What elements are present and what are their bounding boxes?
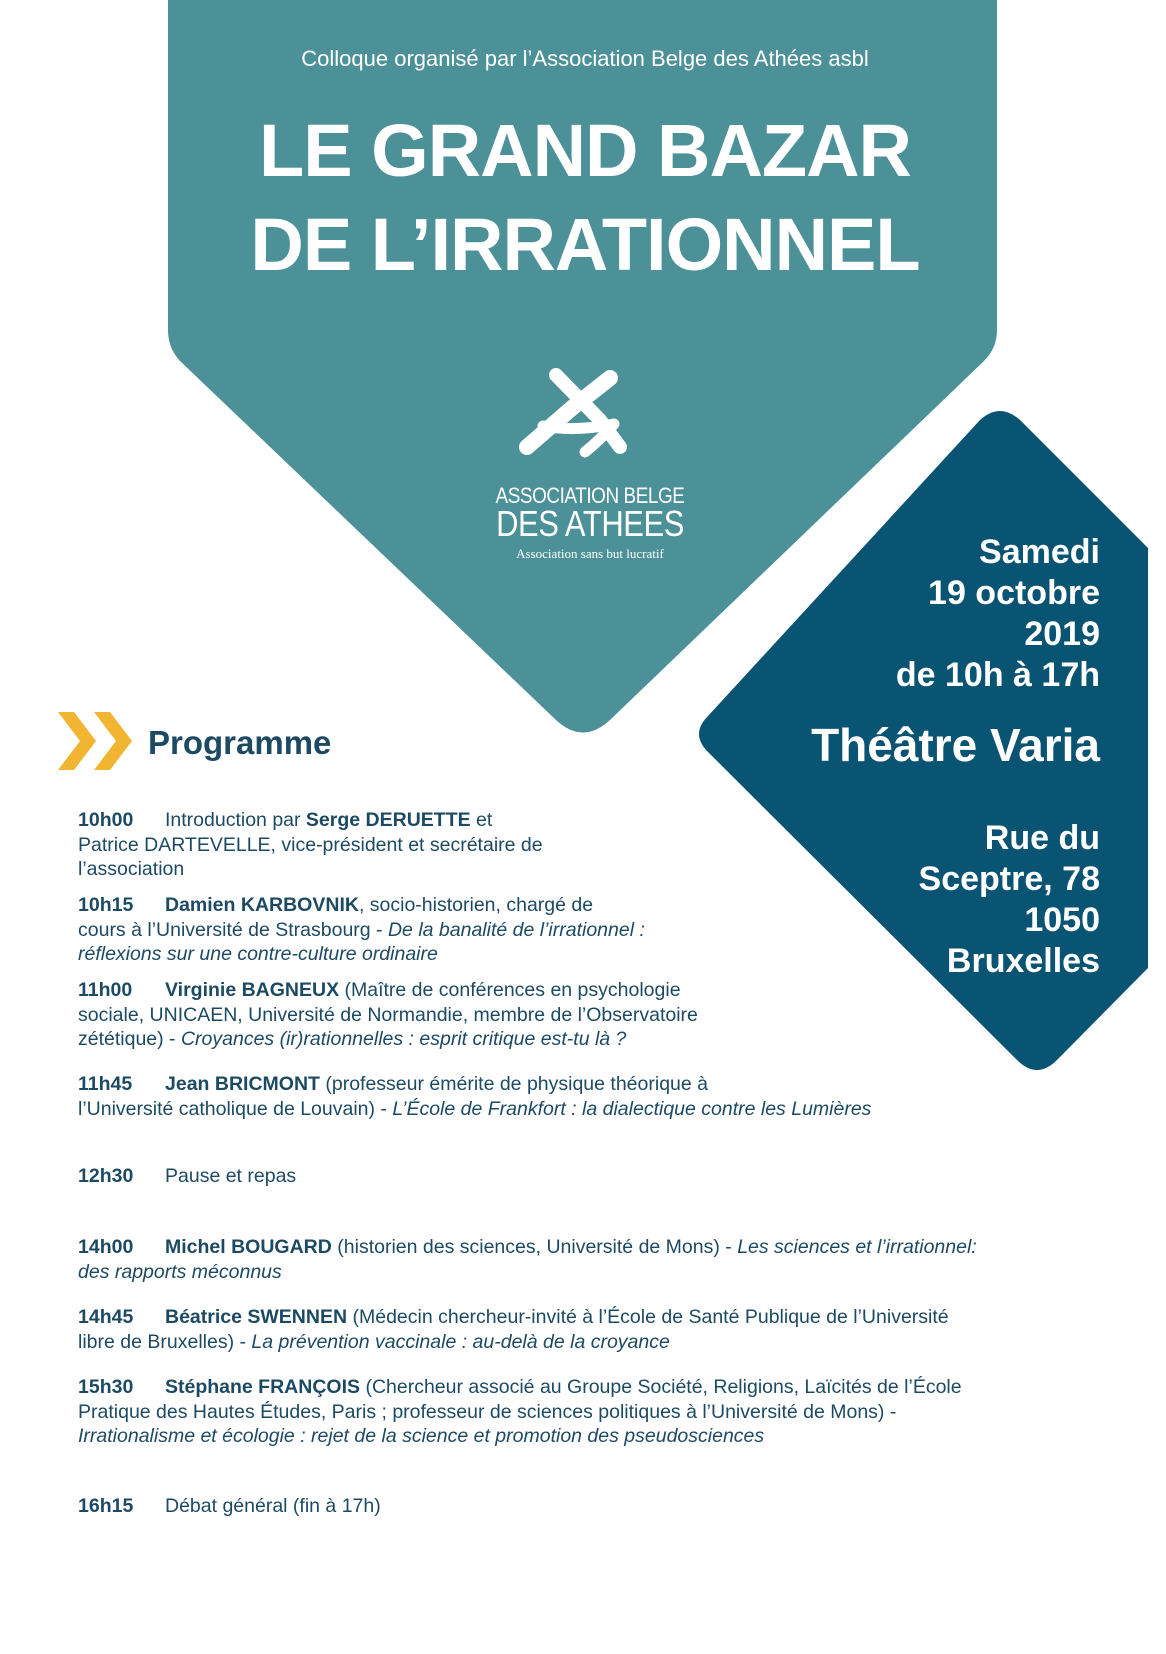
item-talk: L’École de Frankfort : la dialectique contre les Lumières (392, 1097, 872, 1120)
item-line: zététique) - (78, 1028, 181, 1050)
item-desc: (historien des sciences, Université de Mons) - (331, 1236, 738, 1258)
item-desc: (professeur émérite de physique théorique à (319, 1073, 708, 1095)
item-speaker: Serge DERUETTE (305, 809, 471, 831)
poster-title-line1: LE GRAND BAZAR (259, 109, 911, 192)
item-speaker: Stéphane FRANÇOIS (165, 1376, 361, 1398)
address-line: Sceptre, 78 (918, 860, 1100, 898)
schedule-item (78, 978, 1108, 1052)
item-line: cours à l’Université de Strasbourg - (78, 918, 388, 941)
item-talk: Irrationalisme et écologie : rejet de la science et promotion des pseudosciences (78, 1425, 765, 1447)
date-line: de 10h à 17h (895, 656, 1100, 694)
item-time: 12h30 (78, 1165, 134, 1187)
item-time: 14h45 (78, 1306, 134, 1328)
schedule-item (78, 1235, 1108, 1284)
date-line: 2019 (1024, 615, 1100, 653)
item-desc: Débat général (fin à 17h) (165, 1495, 381, 1517)
item-talk: réflexions sur une contre-culture ordinaire (78, 943, 438, 965)
poster-title-line2: DE L’IRRATIONNEL (250, 203, 920, 286)
item-speaker: Béatrice SWENNEN (165, 1306, 348, 1328)
schedule-item (78, 1164, 1108, 1189)
item-time: 10h15 (78, 894, 134, 916)
address-line: Rue du (984, 819, 1100, 857)
date-line: 19 octobre (928, 574, 1100, 612)
schedule-item (78, 893, 1108, 967)
item-desc: (Maître de conférences en psychologie (339, 979, 681, 1001)
item-pre: Introduction par (165, 809, 306, 831)
double-chevron-icon (58, 712, 132, 770)
item-line: sociale, UNICAEN, Université de Normandie, membre de l’Observatoire (78, 1003, 698, 1026)
item-speaker: Virginie BAGNEUX (165, 979, 340, 1001)
item-desc: et (470, 809, 493, 831)
item-time: 16h15 (78, 1495, 134, 1517)
item-line: Pratique des Hautes Études, Paris ; professeur de sciences politiques à l’Université de Mons) - (78, 1400, 897, 1423)
item-line: l’association (78, 858, 185, 880)
item-time: 14h00 (78, 1236, 134, 1258)
logo-text-line2: DES ATHEES (496, 503, 684, 544)
item-desc: Pause et repas (165, 1165, 297, 1187)
item-time: 15h30 (78, 1376, 134, 1398)
schedule-item (78, 1375, 1108, 1449)
item-desc: (Médecin chercheur-invité à l’École de Santé Publique de l’Université (347, 1306, 949, 1328)
item-time: 11h45 (78, 1073, 133, 1095)
item-talk: Les sciences et l’irrationnel: (737, 1236, 977, 1258)
event-date (780, 532, 1100, 696)
schedule-item (78, 1072, 1108, 1121)
item-time: 11h00 (78, 979, 133, 1001)
item-speaker: Jean BRICMONT (165, 1073, 320, 1095)
address-line: Bruxelles (946, 942, 1100, 980)
item-time: 10h00 (78, 809, 134, 831)
logo-text-line3: Association sans but lucratif (516, 546, 664, 561)
item-speaker: Michel BOUGARD (165, 1236, 332, 1258)
schedule-item (78, 808, 1108, 882)
item-talk: La prévention vaccinale : au-delà de la croyance (251, 1330, 670, 1353)
event-venue: Théâtre Varia (811, 719, 1100, 771)
item-line: Patrice DARTEVELLE, vice-président et secrétaire de (78, 833, 543, 856)
programme-heading: Programme (148, 724, 332, 761)
item-line: l’Université catholique de Louvain) - (78, 1097, 393, 1120)
date-line: Samedi (979, 533, 1100, 571)
item-talk: De la banalité de l’irrationnel : (387, 918, 645, 941)
item-desc: (Chercheur associé au Groupe Société, Religions, Laïcités de l’École (360, 1376, 962, 1398)
item-talk: Croyances (ir)rationnelles : esprit critique est-tu là ? (180, 1028, 627, 1050)
item-speaker: Damien KARBOVNIK (165, 894, 359, 916)
organizer-subtitle: Colloque organisé par l’Association Belge des Athées asbl (301, 46, 869, 71)
schedule-item (78, 1305, 1108, 1354)
schedule-item (78, 1494, 1108, 1519)
logo-text-line1: ASSOCIATION BELGE (495, 483, 685, 508)
item-talk: des rapports méconnus (78, 1260, 282, 1283)
address-line: 1050 (1024, 901, 1100, 939)
item-line: libre de Bruxelles) - (78, 1330, 252, 1353)
item-desc: , socio-historien, chargé de (358, 894, 594, 916)
